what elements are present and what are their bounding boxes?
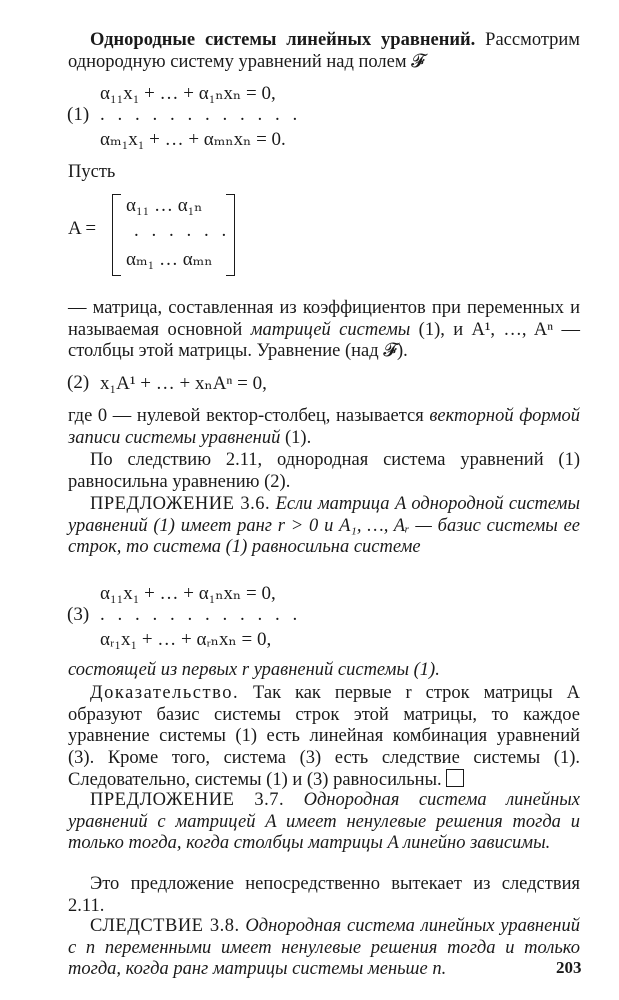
equation-2 [68,372,580,398]
proposition-3-7 [68,790,580,855]
qed-square-icon [446,769,464,787]
proof-title: Доказательство. [90,683,240,703]
vector-form-text-1: где 0 — нулевой вектор-столбец, называется [68,406,430,426]
section-heading: Однородные системы линейных уравнений. [90,30,476,50]
system-3-label: (3) [67,604,90,625]
vector-form-paragraph [68,406,580,449]
corollary-3-8 [68,916,580,981]
matrix-row-m: αₘ₁ … αₘₙ [126,249,213,270]
corollary-3-8-text: Однородная система линейных уравнений с n переменными имеет ненулевые решения тогда и только тогда, когда ранг матрицы системы меньше n. [68,916,580,979]
matrix-description [68,298,580,363]
matrix-term: матрицей системы [250,319,411,340]
proposition-3-7-title: ПРЕДЛОЖЕНИЕ 3.7. [90,790,285,810]
proposition-3-7-note [68,874,580,917]
matrix-lhs: A = [68,218,97,239]
system-3 [68,582,580,654]
intro-paragraph [68,30,580,73]
corollary-reference-text: По следствию 2.11, однородная система уравнений (1) равносильна уравнению (2). [68,450,580,492]
system-1-dots: . . . . . . . . . . . . [100,104,302,125]
vector-form-term: векторной формой записи системы уравнений [68,406,580,448]
matrix-text-2: (1), и A¹, …, Aⁿ — столбцы этой матрицы. Уравнение (над 𝓕). [68,319,580,361]
let-line [68,162,580,184]
system-1 [68,82,580,154]
matrix-left-bracket [112,194,121,276]
system-3-row-1: α₁₁x₁ + … + α₁ₙxₙ = 0, [100,583,276,604]
intro-text: Рассмотрим однородную систему уравнений над полем 𝓕 [68,30,580,72]
equation-2-label: (2) [67,372,90,393]
proposition-3-7-note-text: Это предложение непосредственно вытекает из следствия 2.11. [68,874,580,916]
proposition-3-6-title: ПРЕДЛОЖЕНИЕ 3.6. [90,494,271,514]
equation-2-text: x₁A¹ + … + xₙAⁿ = 0, [100,373,267,394]
system-3-row-r: αᵣ₁x₁ + … + αᵣₙxₙ = 0, [100,629,272,650]
system-3-dots: . . . . . . . . . . . . [100,604,302,625]
proof-paragraph [68,683,580,792]
matrix-right-bracket [226,194,235,276]
proposition-3-6-text: Если матрица A однородной системы уравнений (1) имеет ранг r > 0 и A₁, …, Aᵣ — базис системы ее строк, то система (1) равносильна системе [68,494,581,557]
matrix-row-dots: . . . . . . [134,220,231,241]
matrix-a [68,188,580,286]
proposition-3-6 [68,494,580,559]
matrix-row-1: α₁₁ … α₁ₙ [126,195,203,216]
system-1-label: (1) [67,104,90,125]
page-number: 203 [556,958,582,977]
system-1-row-m: αₘ₁x₁ + … + αₘₙxₙ = 0. [100,129,286,150]
proposition-3-7-text: Однородная система линейных уравнений с матрицей A имеет ненулевые решения тогда и только тогда, когда столбцы матрицы A линейно зависимы. [68,790,580,853]
proof-text: Так как первые r строк матрицы A образуют базис системы строк этой матрицы, то каждое уравнение системы (1) есть линейная комбинация уравнений (3). Кроме того, система (3) есть следствие системы (1). Следовательно, системы (1) и (3) равносильны. [68,683,580,790]
consisting-line [68,660,580,682]
matrix-text-1: — матрица, составленная из коэффициентов при переменных и называемая основной [68,298,580,340]
vector-form-text-2: (1). [280,427,312,448]
let-word: Пусть [68,162,116,182]
consisting-text: состоящей из первых r уравнений системы (1). [68,660,440,680]
corollary-reference [68,450,580,493]
corollary-3-8-title: СЛЕДСТВИЕ 3.8. [90,916,240,936]
system-1-row-1: α₁₁x₁ + … + α₁ₙxₙ = 0, [100,83,276,104]
